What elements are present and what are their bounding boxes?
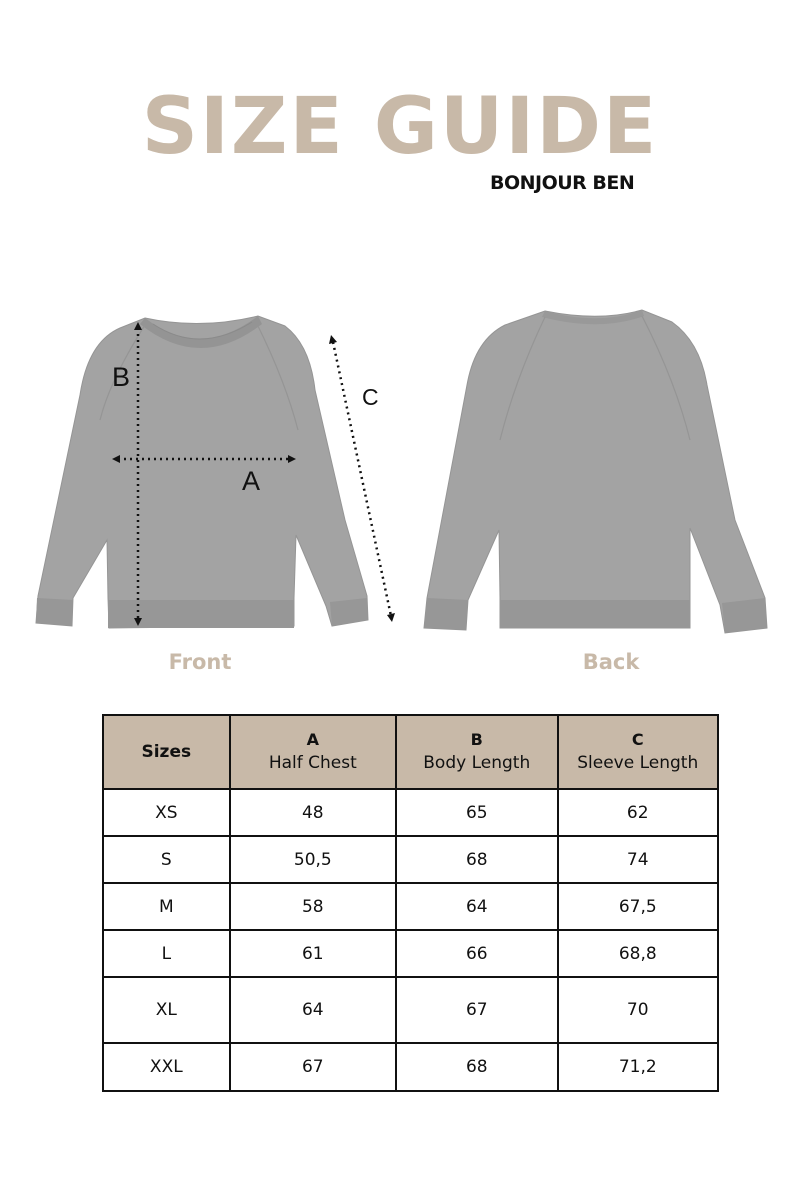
size-cell: M bbox=[103, 883, 230, 930]
column-header-sizes: Sizes bbox=[103, 715, 230, 789]
front-caption: Front bbox=[168, 650, 232, 674]
measure-label-b: B bbox=[112, 362, 131, 392]
size-cell: L bbox=[103, 930, 230, 977]
back-caption: Back bbox=[582, 650, 640, 674]
size-cell: XXL bbox=[103, 1043, 230, 1091]
sleeve-length-cell: 70 bbox=[558, 977, 719, 1043]
measure-label-a: A bbox=[242, 466, 261, 496]
half-chest-cell: 50,5 bbox=[230, 836, 396, 883]
sweatshirt-diagram bbox=[0, 290, 800, 640]
sleeve-length-cell: 62 bbox=[558, 789, 719, 836]
sleeve-length-cell: 68,8 bbox=[558, 930, 719, 977]
sleeve-length-cell: 67,5 bbox=[558, 883, 719, 930]
size-cell: XL bbox=[103, 977, 230, 1043]
half-chest-cell: 58 bbox=[230, 883, 396, 930]
table-row bbox=[103, 789, 718, 836]
size-cell: S bbox=[103, 836, 230, 883]
front-sweatshirt bbox=[36, 316, 368, 628]
table-row bbox=[103, 1043, 718, 1091]
table-row bbox=[103, 977, 718, 1043]
size-table bbox=[102, 714, 719, 1092]
brand-logo-text: BONJOUR BEN bbox=[490, 172, 635, 194]
arrow-down-icon bbox=[387, 613, 395, 622]
half-chest-cell: 61 bbox=[230, 930, 396, 977]
page-title: SIZE GUIDE bbox=[141, 82, 659, 172]
table-header-row bbox=[103, 715, 718, 789]
body-length-cell: 66 bbox=[396, 930, 557, 977]
sleeve-length-cell: 74 bbox=[558, 836, 719, 883]
column-header-half-chest: A Half Chest bbox=[230, 715, 396, 789]
half-chest-cell: 67 bbox=[230, 1043, 396, 1091]
arrow-up-icon bbox=[329, 335, 337, 344]
body-length-cell: 64 bbox=[396, 883, 557, 930]
size-cell: XS bbox=[103, 789, 230, 836]
body-length-cell: 67 bbox=[396, 977, 557, 1043]
table-row bbox=[103, 836, 718, 883]
measure-label-c: C bbox=[362, 384, 379, 410]
half-chest-cell: 64 bbox=[230, 977, 396, 1043]
body-length-cell: 68 bbox=[396, 836, 557, 883]
body-length-cell: 65 bbox=[396, 789, 557, 836]
back-sweatshirt bbox=[424, 310, 767, 633]
sleeve-length-cell: 71,2 bbox=[558, 1043, 719, 1091]
half-chest-cell: 48 bbox=[230, 789, 396, 836]
table-row bbox=[103, 930, 718, 977]
column-header-body-length: B Body Length bbox=[396, 715, 557, 789]
column-header-sleeve-length: C Sleeve Length bbox=[558, 715, 719, 789]
table-row bbox=[103, 883, 718, 930]
body-length-cell: 68 bbox=[396, 1043, 557, 1091]
